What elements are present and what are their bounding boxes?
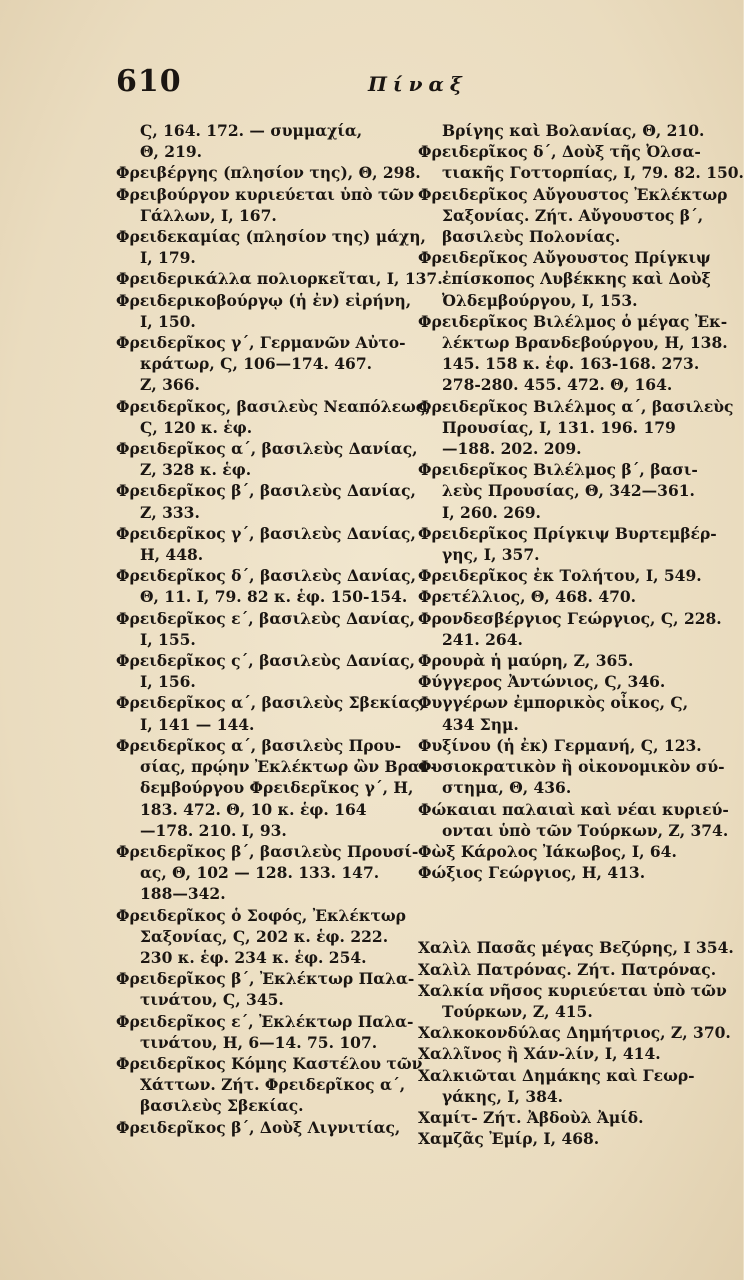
index-entry-continuation-line: Ι, 150. xyxy=(140,311,196,331)
index-entry-headword-line: Φρειδερικοβούργῳ (ἡ ἐν) εἰρήνη, xyxy=(116,290,412,310)
index-entry-continuation-line: δεμβούργου Φρειδερῖκος γ΄, Η, xyxy=(140,778,414,798)
index-entry-continuation-line: Ι, 141 — 144. xyxy=(140,714,255,734)
index-entry-headword-line: Φρειδερῖκος γ΄, Γερμανῶν Αὐτο- xyxy=(116,333,406,353)
index-entry-continuation-line: Ζ, 328 κ. ἑφ. xyxy=(140,460,252,480)
index-entry xyxy=(418,692,704,734)
index-entry xyxy=(418,735,704,756)
index-entry-headword-line: Χαλλῖνος ἢ Χάν-λίν, Ι, 414. xyxy=(418,1044,661,1064)
index-entry-continuation-line: 188—342. xyxy=(140,884,226,904)
index-entry-continuation-line: Θ, 11. Ι, 79. 82 κ. ἑφ. 150-154. xyxy=(140,587,408,607)
index-entry-continuation-line: ας, Θ, 102 — 128. 133. 147. xyxy=(140,863,380,883)
index-entry xyxy=(116,162,421,183)
index-entry-continuation-line: Σαξονίας. Ζήτ. Αὔγουστος β΄, xyxy=(442,205,704,225)
index-entry xyxy=(418,1065,704,1107)
index-entry xyxy=(418,937,734,958)
index-entry-continuation-line: Γάλλων, Ι, 167. xyxy=(140,205,277,225)
index-entry-continuation-line: Σαξονίας, Ϛ, 202 κ. ἑφ. 222. xyxy=(140,926,389,946)
index-entry-continuation-line: Ζ, 333. xyxy=(140,502,200,522)
index-entry-headword-line: Φυγγέρων ἐμπορικὸς οἶκος, Ϛ, xyxy=(418,693,689,713)
index-entry-headword-line: Φρειδερῖκος ε΄, Ἐκλέκτωρ Παλα- xyxy=(116,1011,414,1031)
page-number: 610 xyxy=(116,64,182,99)
index-entry-headword-line: Φρειδερῖκος α΄, βασιλεὺς Σβεκίας, xyxy=(116,693,426,713)
index-entry-headword-line: Φρειδερῖκος Βιλέλμος β΄, βασι- xyxy=(418,460,698,480)
index-entry-headword-line: Χαμζᾶς Ἐμίρ, Ι, 468. xyxy=(418,1129,600,1149)
index-entry-continuation-line: κράτωρ, Ϛ, 106—174. 467. xyxy=(140,354,373,374)
index-entry-headword-line: Φρειδερῖκος β΄, Ἐκλέκτωρ Παλα- xyxy=(116,969,415,989)
index-entry xyxy=(116,735,437,841)
index-entry-continuation-line: Ι, 179. xyxy=(140,248,196,268)
index-entry-headword-line: Φώξιος Γεώργιος, Η, 413. xyxy=(418,863,646,883)
index-entry-headword-line: Χαμίτ- Ζήτ. Ἀβδοὺλ Ἀμίδ. xyxy=(418,1107,644,1127)
index-entry xyxy=(418,1022,731,1043)
index-entry-continuation-line: λεὺς Προυσίας, Θ, 342—361. xyxy=(442,481,695,501)
index-entry-headword-line: Χαλὶλ Πατρόνας. Ζήτ. Πατρόνας. xyxy=(418,959,717,979)
index-entry-continuation-line: Ι, 155. xyxy=(140,629,196,649)
index-entry-headword-line: Φυξίνου (ἡ ἐκ) Γερμανή, Ϛ, 123. xyxy=(418,735,702,755)
index-entry xyxy=(116,438,418,480)
index-entry-continuation-line: Προυσίας, Ι, 131. 196. 179 xyxy=(442,417,676,437)
index-entry-continuation-line: βασιλεὺς Πολονίας. xyxy=(442,227,621,247)
index-entry xyxy=(116,905,404,969)
index-entry-headword-line: Φρειδερῖκος γ΄, βασιλεὺς Δανίας, xyxy=(116,523,416,543)
index-entry-headword-line: Φρειδερῖκος, βασιλεὺς Νεαπόλεως, xyxy=(116,396,431,416)
index-entry xyxy=(418,396,734,460)
index-entry xyxy=(116,841,419,905)
index-entry-continuation-line: τιακῆς Γοττορπίας, Ι, 79. 82. 150. xyxy=(442,163,744,183)
index-entry-headword-line: Φρειδερῖκος ς΄, βασιλεὺς Δανίας, xyxy=(116,651,416,671)
index-entry-continuation-line: ονται ὑπὸ τῶν Τούρκων, Ζ, 374. xyxy=(442,820,729,840)
index-entry-headword-line: Χαλὶλ Πασᾶς μέγας Βεζύρης, Ι 354. xyxy=(418,938,734,958)
index-entry xyxy=(116,1011,414,1053)
index-entry-continuation-line: 145. 158 κ. ἑφ. 163-168. 273. xyxy=(442,354,700,374)
index-entry xyxy=(116,608,416,650)
index-entry-headword-line: Φρονδεσβέργιος Γεώργιος, Ϛ, 228. xyxy=(418,608,722,628)
index-entry-headword-line: Φύγγερος Ἀντώνιος, Ϛ, 346. xyxy=(418,672,666,692)
index-entry-continuation-line: λέκτωρ Βρανδεβούργου, Η, 138. xyxy=(442,333,728,353)
index-entry-headword-line: Φρειδερῖκος Βιλέλμος ὁ μέγας Ἐκ- xyxy=(418,311,728,331)
index-entry xyxy=(418,565,704,586)
index-entry-headword-line: Φρειδερῖκος δ΄, βασιλεὺς Δανίας, xyxy=(116,566,416,586)
index-entry xyxy=(418,311,728,396)
index-entry xyxy=(418,459,704,523)
index-entry-headword-line: Φρειδερῖκος ε΄, βασιλεὺς Δανίας, xyxy=(116,608,416,628)
index-entry xyxy=(418,1128,704,1149)
index-entry-headword-line: Φρειδερῖκος α΄, βασιλεὺς Πρου- xyxy=(116,735,402,755)
index-entry-headword-line: Φρειδερῖκος Αὔγουστος Ἐκλέκτωρ xyxy=(418,184,728,204)
index-entry xyxy=(418,608,722,650)
index-entry-headword-line: Βρίγης καὶ Βολανίας, Θ, 210. xyxy=(442,121,705,140)
index-entry-headword-line: Φρουρὰ ἡ μαύρη, Ζ, 365. xyxy=(418,651,634,671)
index-entry xyxy=(116,226,426,268)
index-entry-headword-line: Φρειδερικάλλα πολιορκεῖται, Ι, 137. xyxy=(116,269,443,289)
index-entry-headword-line: Φρειδερῖκος Πρίγκιψ Βυρτεμβέρ- xyxy=(418,523,717,543)
index-entry-headword-line: Ϛ, 164. 172. — συμμαχία, xyxy=(140,121,363,140)
index-entry-headword-line: Φρειδερῖκος ἐκ Τολήτου, Ι, 549. xyxy=(418,566,702,586)
index-entry-headword-line: Χαλκοκονδύλας Δημήτριος, Ζ, 370. xyxy=(418,1023,731,1043)
index-entry xyxy=(418,1107,704,1128)
index-entry xyxy=(116,1117,404,1138)
index-entry xyxy=(116,120,404,162)
index-entry xyxy=(116,1053,423,1117)
index-entry xyxy=(116,968,415,1010)
index-entry-headword-line: Φρειδερῖκος ὁ Σοφός, Ἐκλέκτωρ xyxy=(116,905,406,925)
index-entry-headword-line: Φρειβούργον κυριεύεται ὑπὸ τῶν xyxy=(116,184,414,204)
index-entry-headword-line: Φρειδερῖκος Βιλέλμος α΄, βασιλεὺς xyxy=(418,396,734,416)
index-entry-continuation-line: ἐπίσκοπος Λυβέκκης καὶ Δοὺξ xyxy=(442,269,711,289)
index-entry-headword-line: Φρετέλλιος, Θ, 468. 470. xyxy=(418,587,637,607)
index-entry-continuation-line: γάκης, Ι, 384. xyxy=(442,1086,564,1106)
index-entry-continuation-line: 278-280. 455. 472. Θ, 164. xyxy=(442,375,673,395)
index-entry-headword-line: Φρειδερῖκος β΄, βασιλεὺς Δανίας, xyxy=(116,481,416,501)
index-entry-headword-line: Χαλκία νῆσος κυριεύεται ὑπὸ τῶν xyxy=(418,980,727,1000)
index-entry xyxy=(418,586,704,607)
index-entry xyxy=(418,650,704,671)
index-entry-headword-line: Φρειδεκαμίας (πλησίον της) μάχη, xyxy=(116,227,426,247)
index-entry-headword-line: Φρειδερῖκος δ΄, Δοὺξ τῆς Ὀλσα- xyxy=(418,142,701,162)
index-entry xyxy=(418,671,704,692)
index-entry-headword-line: Φρειδερῖκος Αὔγουστος Πρίγκιψ xyxy=(418,248,711,268)
index-entry-continuation-line: βασιλεὺς Σβεκίας. xyxy=(140,1096,304,1116)
index-entry-continuation-line: στημα, Θ, 436. xyxy=(442,778,572,798)
index-entry xyxy=(116,290,412,332)
index-entry-continuation-line: Ὀλδεμβούργου, Ι, 153. xyxy=(442,290,638,310)
index-entry-continuation-line: 241. 264. xyxy=(442,629,523,649)
index-entry xyxy=(418,120,704,141)
index-entry xyxy=(418,841,704,862)
index-entry-headword-line: Φρειδερῖκος β΄, Δοὺξ Λιγνιτίας, xyxy=(116,1117,401,1137)
index-entry xyxy=(418,756,725,798)
section-gap xyxy=(418,883,704,937)
index-entry-headword-line: Φρειδερῖκος β΄, βασιλεὺς Προυσί- xyxy=(116,841,419,861)
index-entry xyxy=(116,332,404,396)
index-entry xyxy=(418,1043,704,1064)
page-header xyxy=(116,64,716,104)
index-entry xyxy=(418,959,717,980)
index-entry-continuation-line: τινάτου, Η, 6—14. 75. 107. xyxy=(140,1032,378,1052)
index-entry xyxy=(418,799,729,841)
index-entry-continuation-line: —178. 210. Ι, 93. xyxy=(140,820,287,840)
index-entry-continuation-line: Ζ, 366. xyxy=(140,375,200,395)
index-entry-continuation-line: τινάτου, Ϛ, 345. xyxy=(140,990,284,1010)
index-entry-continuation-line: 434 Σημ. xyxy=(442,714,519,734)
index-entry xyxy=(116,396,431,438)
index-entry xyxy=(116,650,416,692)
index-entry xyxy=(418,247,711,311)
index-entry-continuation-line: Ι, 156. xyxy=(140,672,196,692)
index-entry xyxy=(116,184,414,226)
index-entry-continuation-line: —188. 202. 209. xyxy=(442,439,582,459)
index-entry xyxy=(116,480,416,522)
index-entry-headword-line: Φώκαιαι παλαιαὶ καὶ νέαι κυριεύ- xyxy=(418,799,729,819)
index-entry xyxy=(418,980,727,1022)
index-entry-continuation-line: 183. 472. Θ, 10 κ. ἑφ. 164 xyxy=(140,799,367,819)
index-entry xyxy=(116,268,443,289)
index-entry xyxy=(116,523,416,565)
index-entry-continuation-line: Χάττων. Ζήτ. Φρειδερῖκος α΄, xyxy=(140,1075,406,1095)
index-column-left xyxy=(116,120,443,1138)
index-entry-headword-line: Φυσιοκρατικὸν ἢ οἰκονομικὸν σύ- xyxy=(418,757,725,777)
index-entry-continuation-line: Ι, 260. 269. xyxy=(442,502,541,522)
index-entry-headword-line: Φὼξ Κάρολος Ἰάκωβος, Ι, 64. xyxy=(418,841,677,861)
index-entry-continuation-line: Τούρκων, Ζ, 415. xyxy=(442,1001,593,1021)
index-entry-headword-line: Φρειδερῖκος Κόμης Καστέλου τῶν xyxy=(116,1053,423,1073)
index-entry-continuation-line: γης, Ι, 357. xyxy=(442,545,540,565)
index-entry xyxy=(418,184,728,248)
index-entry-headword-line: Φρειδερῖκος α΄, βασιλεὺς Δανίας, xyxy=(116,439,418,459)
index-entry-headword-line: Χαλκιῶται Δημάκης καὶ Γεωρ- xyxy=(418,1065,695,1085)
index-entry-continuation-line: Ϛ, 120 κ. ἑφ. xyxy=(140,417,253,437)
running-head: Πίναξ xyxy=(368,72,468,96)
index-entry xyxy=(418,862,704,883)
index-entry-continuation-line: σίας, πρῴην Ἐκλέκτωρ ὢν Βραν- xyxy=(140,757,437,777)
index-column-right xyxy=(418,120,744,1149)
index-entry xyxy=(116,565,416,607)
index-entry xyxy=(116,692,426,734)
index-entry-continuation-line: Η, 448. xyxy=(140,545,204,565)
index-entry xyxy=(418,523,717,565)
index-entry xyxy=(418,141,744,183)
index-entry-headword-line: Φρειβέργης (πλησίον της), Θ, 298. xyxy=(116,163,421,183)
index-entry-continuation-line: Θ, 219. xyxy=(140,142,203,162)
index-entry-continuation-line: 230 κ. ἑφ. 234 κ. ἑφ. 254. xyxy=(140,947,367,967)
